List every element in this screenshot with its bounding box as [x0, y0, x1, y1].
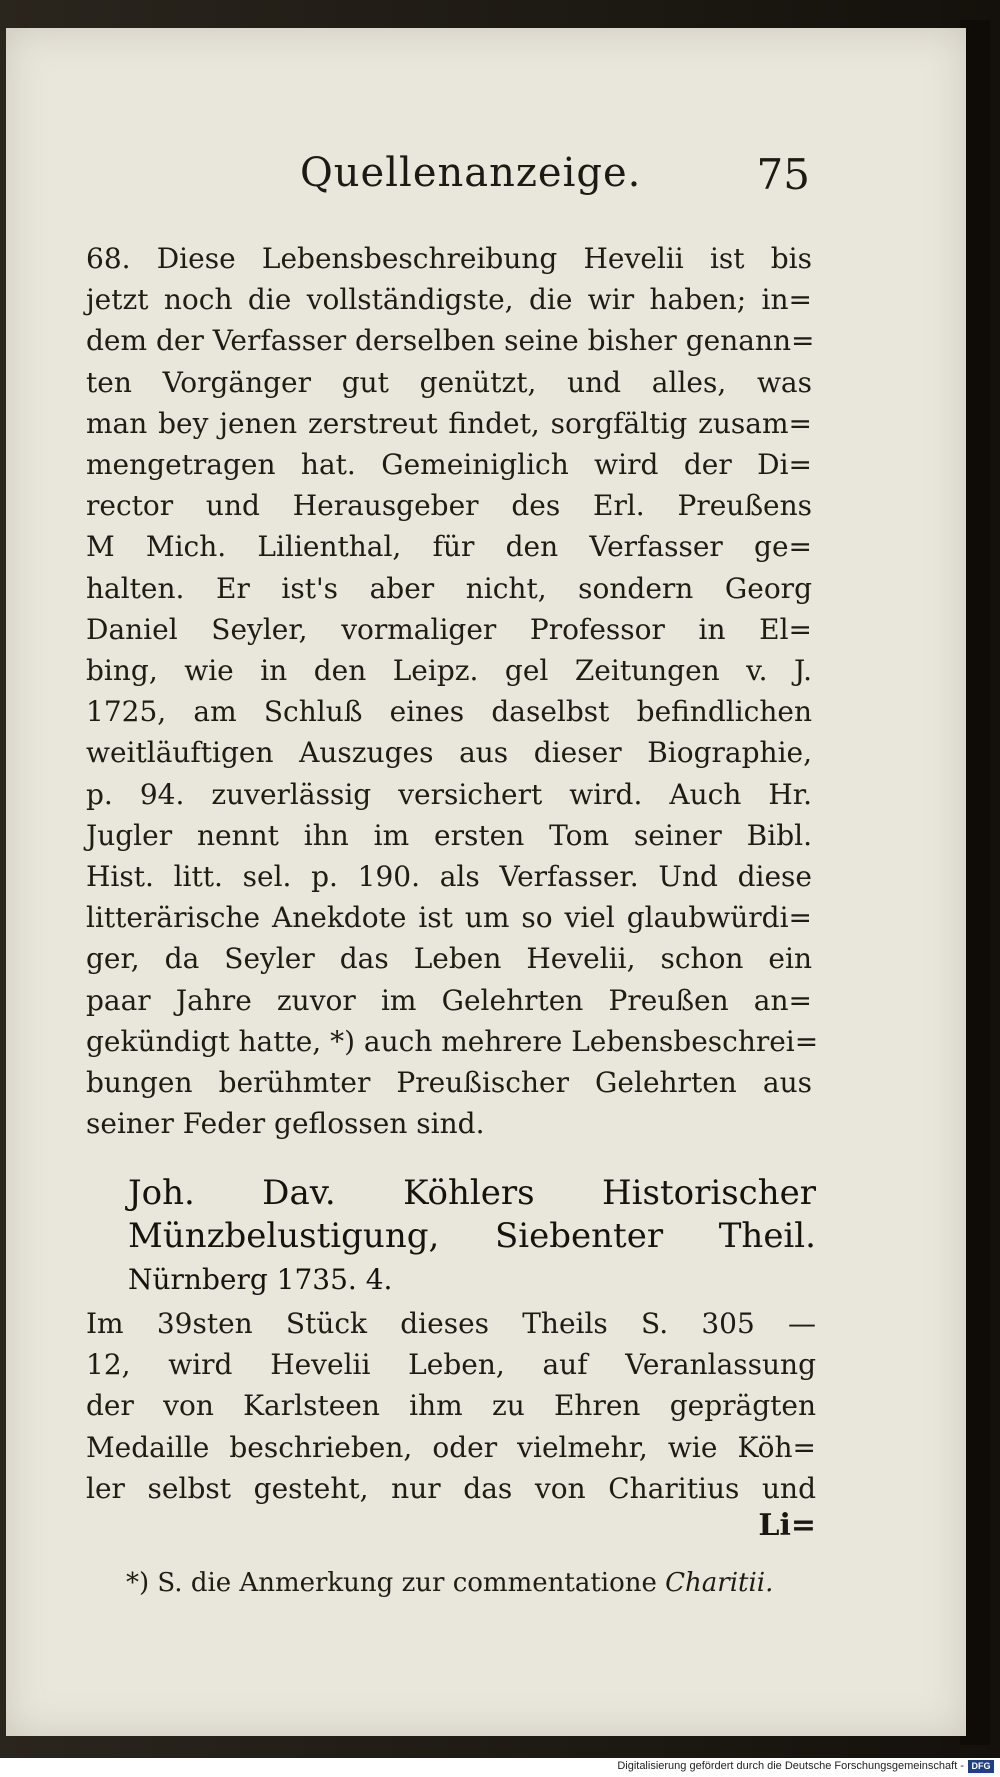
footnote — [126, 1568, 826, 1598]
page-number: 75 — [756, 150, 810, 199]
digitization-credit: Digitalisierung gefördert durch die Deutsche Forschungsgemeinschaft - — [617, 1760, 964, 1772]
text-line: Hist. litt. sel. p. 190. als Verfasser. Und diese — [86, 860, 812, 894]
dfg-logo-icon: DFG — [968, 1760, 994, 1773]
paragraph-2 — [86, 1303, 816, 1509]
text-line: seiner Feder geflossen sind. — [86, 1107, 485, 1141]
text-line: man bey jenen zerstreut findet, sorgfältig zusam= — [86, 406, 812, 440]
source-title — [128, 1172, 816, 1301]
footnote-italic: Charitii. — [665, 1568, 774, 1598]
text-line: Medaille beschrieben, oder vielmehr, wie Köh= — [86, 1430, 816, 1464]
text-line: paar Jahre zuvor im Gelehrten Preußen an= — [86, 983, 812, 1017]
text-line: p. 94. zuverlässig versichert wird. Auch Hr. — [86, 777, 812, 811]
text-line: ten Vorgänger gut genützt, und alles, was — [86, 365, 812, 399]
text-line: mengetragen hat. Gemeiniglich wird der Di= — [86, 448, 812, 482]
text-line: Im 39sten Stück dieses Theils S. 305 — — [86, 1307, 816, 1340]
text-line: Daniel Seyler, vormaliger Professor in El= — [86, 612, 812, 646]
text-line: 68. Diese Lebensbeschreibung Hevelii ist bis — [86, 242, 812, 275]
text-line: bing, wie in den Leipz. gel Zeitungen v. J. — [86, 654, 812, 688]
text-line: weitläuftigen Auszuges aus dieser Biographie, — [86, 736, 812, 770]
page-header — [300, 150, 810, 210]
text-line: M Mich. Lilienthal, für den Verfasser ge= — [86, 530, 812, 564]
text-line: dem der Verfasser derselben seine bisher genann= — [86, 324, 815, 358]
text-line: ger, da Seyler das Leben Hevelii, schon ein — [86, 942, 812, 976]
source-title-line: Nürnberg 1735. 4. — [128, 1263, 393, 1296]
text-line: 1725, am Schluß eines daselbst befindlichen — [86, 695, 812, 729]
text-line: der von Karlsteen ihm zu Ehren geprägten — [86, 1389, 816, 1423]
text-line: Jugler nennt ihn im ersten Tom seiner Bibl. — [86, 818, 812, 852]
source-title-line: Münzbelustigung, Siebenter Theil. — [128, 1216, 816, 1256]
text-line: ler selbst gesteht, nur das von Charitius und — [86, 1471, 816, 1505]
running-head: Quellenanzeige. — [300, 150, 642, 196]
text-line: litterärische Anekdote ist um so viel glaubwürdi= — [86, 901, 812, 935]
paragraph-1 — [86, 238, 819, 1144]
text-line: halten. Er ist's aber nicht, sondern Georg — [86, 571, 812, 605]
text-line: 12, wird Hevelii Leben, auf Veranlassung — [86, 1348, 816, 1382]
source-title-line: Joh. Dav. Köhlers Historischer — [128, 1173, 816, 1213]
catchword: Li= — [758, 1508, 816, 1543]
text-line: rector und Herausgeber des Erl. Preußens — [86, 489, 812, 523]
text-line: gekündigt hatte, *) auch mehrere Lebensbeschrei= — [86, 1024, 819, 1058]
text-line: bungen berühmter Preußischer Gelehrten aus — [86, 1066, 812, 1100]
footnote-text: *) S. die Anmerkung zur commentatione — [126, 1568, 666, 1598]
text-line: jetzt noch die vollständigste, die wir haben; in= — [86, 283, 812, 317]
